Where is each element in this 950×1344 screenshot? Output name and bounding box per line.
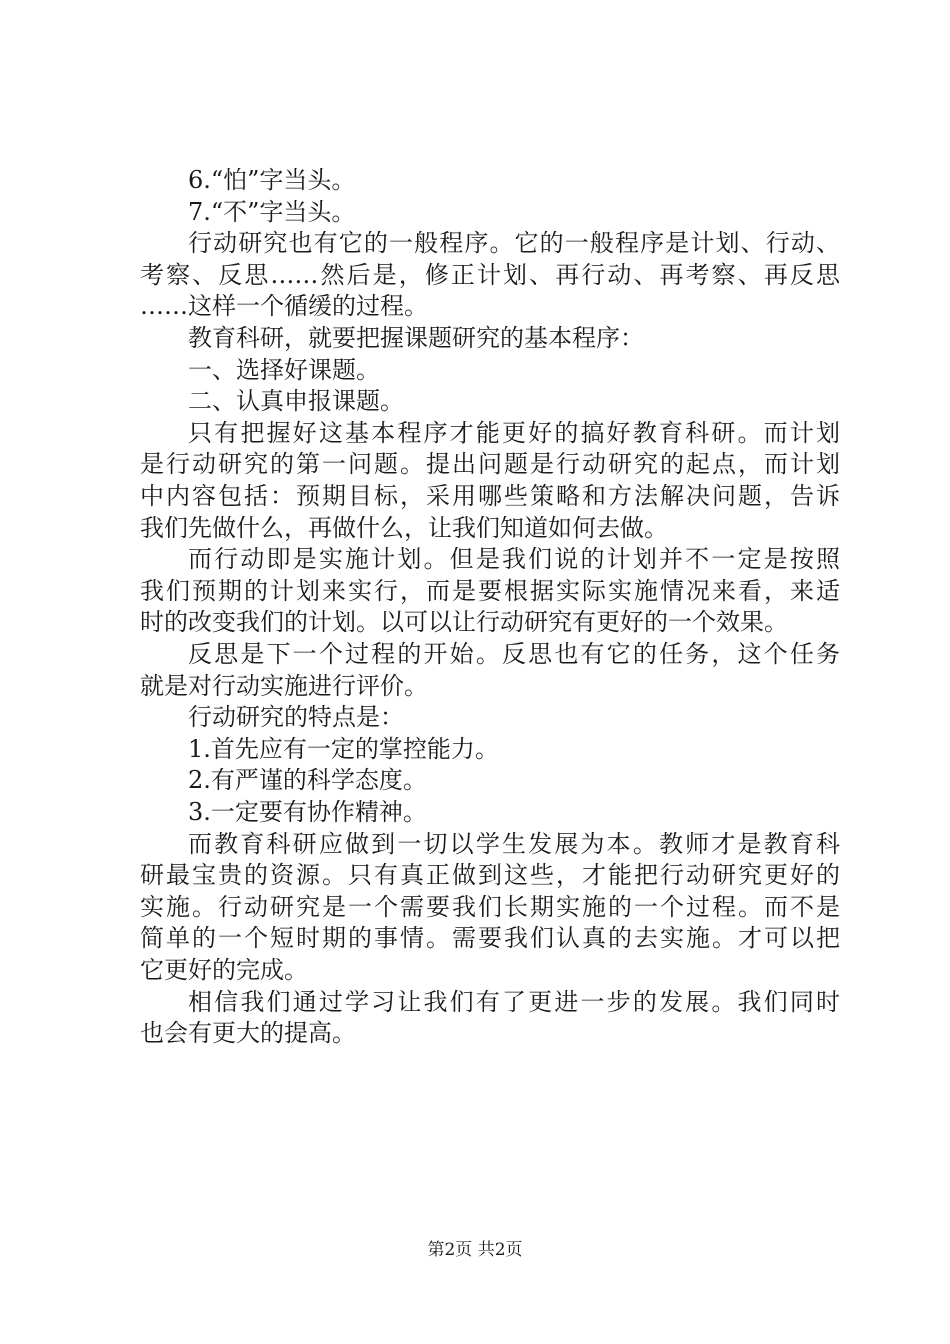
text-line: 而行动即是实施计划。但是我们说的计划并不一定是按照 (188, 545, 840, 574)
text-line: 1.首先应有一定的掌控能力。 (188, 734, 499, 763)
text-line: 研最宝贵的资源。只有真正做到这些，才能把行动研究更好的 (140, 861, 840, 890)
text-line: 是行动研究的第一问题。提出问题是行动研究的起点，而计划 (140, 450, 840, 479)
text-line: 而教育科研应做到一切以学生发展为本。教师才是教育科 (188, 829, 840, 858)
text-line: 一、选择好课题。 (188, 355, 380, 384)
text-line: 相信我们通过学习让我们有了更进一步的发展。我们同时 (188, 987, 840, 1016)
text-line: 3.一定要有协作精神。 (188, 798, 427, 826)
text-line: 2.有严谨的科学态度。 (188, 766, 427, 795)
text-line: 也会有更大的提高。 (140, 1019, 356, 1048)
text-line: 中内容包括：预期目标，采用哪些策略和方法解决问题，告诉 (140, 482, 840, 510)
text-line: 时的改变我们的计划。以可以让行动研究有更好的一个效果。 (140, 608, 788, 637)
text-line: 6.“怕”字当头。 (188, 166, 356, 194)
text-line: 教育科研，就要把握课题研究的基本程序： (188, 324, 644, 352)
text-line: 实施。行动研究是一个需要我们长期实施的一个过程。而不是 (140, 892, 840, 921)
text-line: 我们预期的计划来实行，而是要根据实际实施情况来看，来适 (140, 576, 840, 605)
text-line: 行动研究也有它的一般程序。它的一般程序是计划、行动、 (188, 229, 840, 258)
text-line: 就是对行动实施进行评价。 (140, 671, 428, 700)
text-line: 行动研究的特点是： (188, 703, 404, 732)
text-line: 简单的一个短时期的事情。需要我们认真的去实施。才可以把 (140, 924, 840, 953)
text-line: 它更好的完成。 (140, 956, 308, 984)
text-line: ……这样一个循缓的过程。 (140, 292, 428, 321)
text-line: 7.“不”字当头。 (188, 197, 356, 226)
page-footer: 第2页 共2页 (427, 1240, 523, 1260)
text-line: 二、认真申报课题。 (188, 387, 404, 416)
text-line: 我们先做什么，再做什么，让我们知道如何去做。 (140, 513, 668, 542)
text-line: 考察、反思……然后是，修正计划、再行动、再考察、再反思 (140, 260, 840, 289)
text-line: 只有把握好这基本程序才能更好的搞好教育科研。而计划 (188, 418, 840, 447)
text-line: 反思是下一个过程的开始。反思也有它的任务，这个任务 (188, 640, 840, 668)
